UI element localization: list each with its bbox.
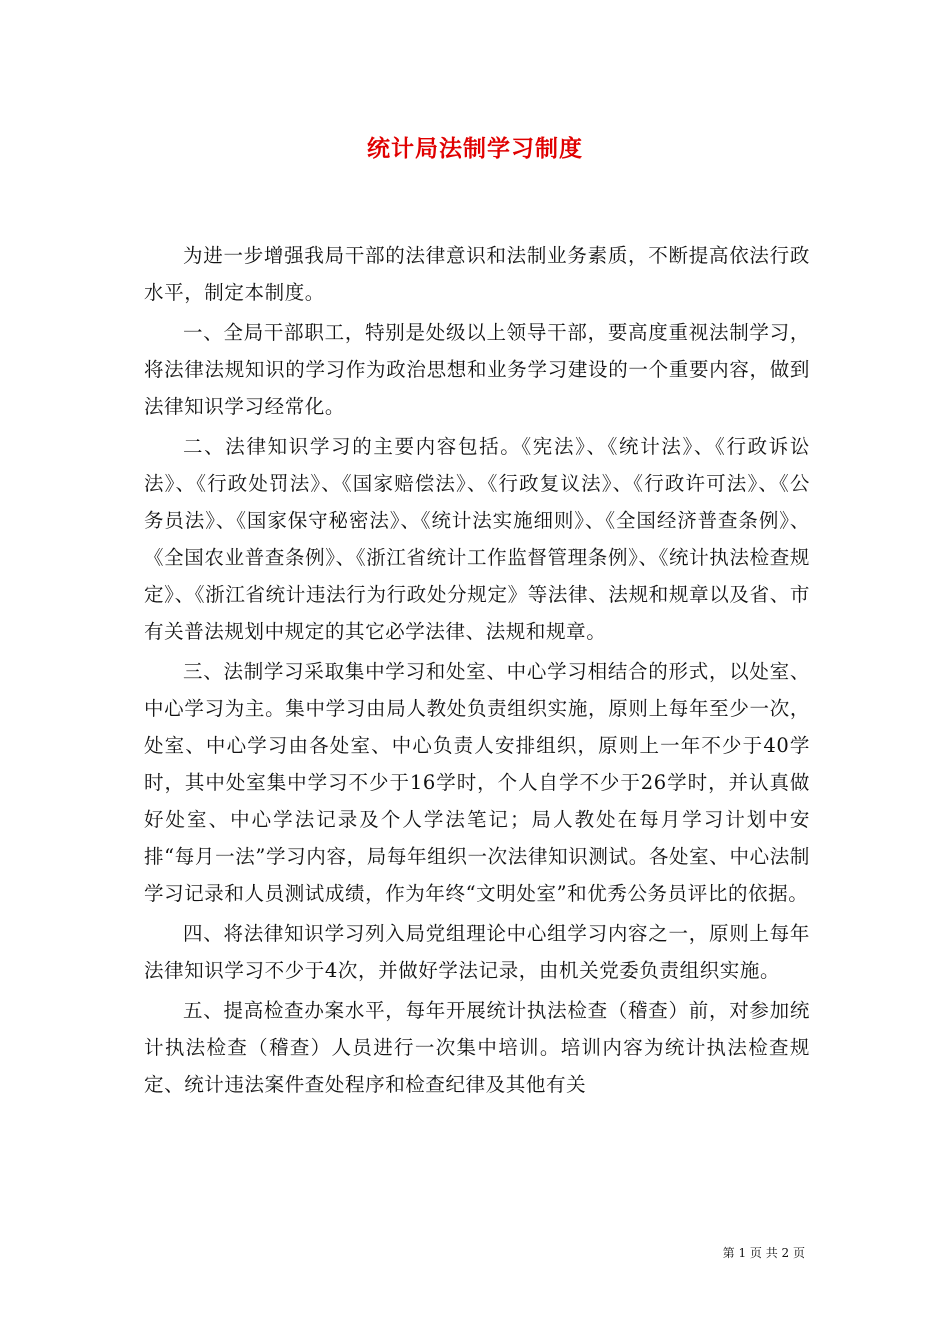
paragraph-section-2: 二、法律知识学习的主要内容包括。《宪法》、《统计法》、《行政诉讼法》、《行政处罚法》、《国家赔偿法》、《行政复议法》、《行政许可法》、《公务员法》、《国家保守秘密法》、《统计法实施细则》、《全国经济普查条例》、《全国农业普查条例》、《浙江省统计工作监督管理条例》、《统计执法检查规定》、《浙江省统计违法行为行政处分规定》等法律、法规和规章以及省、市有关普法规划中规定的其它必学法律、法规和规章。 bbox=[144, 435, 810, 643]
paragraph-section-4: 四、将法律知识学习列入局党组理论中心组学习内容之一，原则上每年法律知识学习不少于4次，并做好学法记录，由机关党委负责组织实施。 bbox=[144, 922, 810, 982]
page-number-footer: 第 1 页 共 2 页 bbox=[722, 1246, 805, 1260]
paragraph-section-3: 三、法制学习采取集中学习和处室、中心学习相结合的形式，以处室、中心学习为主。集中学习由局人教处负责组织实施，原则上每年至少一次，处室、中心学习由各处室、中心负责人安排组织，原则上一年不少于40学时，其中处室集中学习不少于16学时，个人自学不少于26学时，并认真做好处室、中心学法记录及个人学法笔记；局人教处在每月学习计划中安排“每月一法”学习内容，局每年组织一次法律知识测试。各处室、中心法制学习记录和人员测试成绩，作为年终“文明处室”和优秀公务员评比的依据。 bbox=[144, 660, 810, 905]
document-body bbox=[144, 237, 810, 1106]
document-title: 统计局法制学习制度 bbox=[367, 135, 583, 162]
paragraph-section-5: 五、提高检查办案水平，每年开展统计执法检查（稽查）前，对参加统计执法检查（稽查）人员进行一次集中培训。培训内容为统计执法检查规定、统计违法案件查处程序和检查纪律及其他有关 bbox=[144, 999, 810, 1096]
paragraph-section-1: 一、全局干部职工，特别是处级以上领导干部，要高度重视法制学习，将法律法规知识的学习作为政治思想和业务学习建设的一个重要内容，做到法律知识学习经常化。 bbox=[144, 321, 810, 418]
paragraph-intro: 为进一步增强我局干部的法律意识和法制业务素质，不断提高依法行政水平，制定本制度。 bbox=[144, 244, 810, 304]
